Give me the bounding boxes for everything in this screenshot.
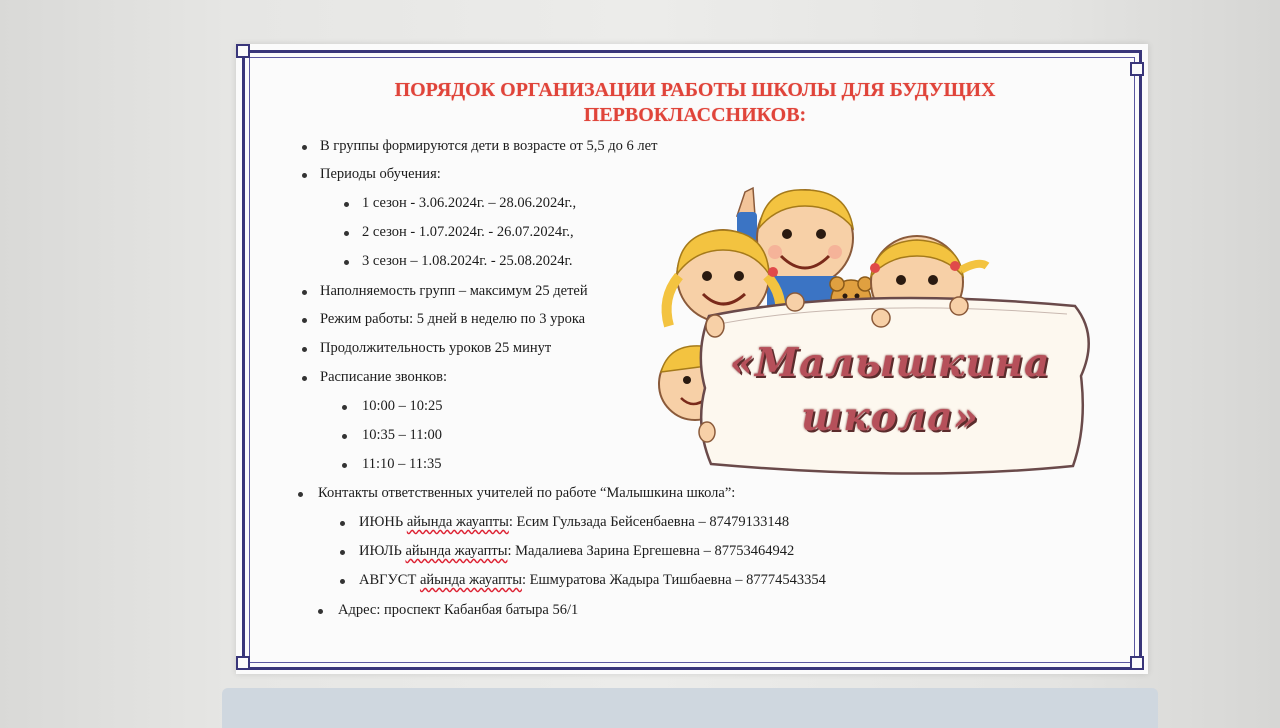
list-item-groups-age: В группы формируются дети в возрасте от 5,5 до 6 лет xyxy=(320,138,658,154)
list-item-bell-3: 11:10 – 11:35 xyxy=(362,456,442,472)
banner-title-line-2: школа» xyxy=(801,394,979,440)
frame-corner xyxy=(236,44,250,58)
list-item-periods: Периоды обучения: xyxy=(320,166,441,182)
bullet xyxy=(344,231,349,236)
bullet xyxy=(302,145,307,150)
list-item-bells: Расписание звонков: xyxy=(320,369,448,385)
list-item-capacity: Наполняемость групп – максимум 25 детей xyxy=(320,283,588,299)
bullet xyxy=(342,434,347,439)
bullet xyxy=(344,260,349,265)
contact-july: ИЮЛЬ айында жауапты: Мадалиева Зарина Ергешевна – 87753464942 xyxy=(359,543,795,559)
contact-august: АВГУСТ айында жауапты: Ешмуратова Жадыра Тишбаевна – 87774543354 xyxy=(359,572,826,588)
frame-corner xyxy=(1130,62,1144,76)
list-item-contacts: Контакты ответственных учителей по работе “Малышкина школа”: xyxy=(318,485,736,501)
document-title xyxy=(300,78,1090,128)
bullet xyxy=(340,550,345,555)
list-item-period-1: 1 сезон - 3.06.2024г. – 28.06.2024г., xyxy=(362,195,577,211)
bullet xyxy=(302,347,307,352)
bullet xyxy=(318,609,323,614)
list-item-period-2: 2 сезон - 1.07.2024г. - 26.07.2024г., xyxy=(362,224,574,240)
list-item-lesson-length: Продолжительность уроков 25 минут xyxy=(320,340,552,356)
list-item-work-mode: Режим работы: 5 дней в неделю по 3 урока xyxy=(320,311,586,327)
title-line-1: ПОРЯДОК ОРГАНИЗАЦИИ РАБОТЫ ШКОЛЫ ДЛЯ БУДУЩИХ xyxy=(394,79,996,101)
bullet xyxy=(302,318,307,323)
bullet xyxy=(340,521,345,526)
list-item-bell-1: 10:00 – 10:25 xyxy=(362,398,443,414)
frame-corner xyxy=(236,656,250,670)
list-item-bell-2: 10:35 – 11:00 xyxy=(362,427,443,443)
bullet xyxy=(302,290,307,295)
contact-june: ИЮНЬ айында жауапты: Есим Гульзада Бейсенбаевна – 87479133148 xyxy=(359,514,790,530)
bullet xyxy=(342,463,347,468)
next-page-edge xyxy=(222,688,1158,728)
banner-title-line-1: «Малышкина xyxy=(729,340,1051,386)
bullet xyxy=(298,492,303,497)
bullet xyxy=(344,202,349,207)
list-item-period-3: 3 сезон – 1.08.2024г. - 25.08.2024г. xyxy=(362,253,573,269)
list-item-address: Адрес: проспект Кабанбая батыра 56/1 xyxy=(338,602,579,618)
title-line-2: ПЕРВОКЛАССНИКОВ: xyxy=(583,104,807,126)
bullet xyxy=(302,173,307,178)
frame-corner xyxy=(1130,656,1144,670)
bullet xyxy=(340,579,345,584)
bullet xyxy=(342,405,347,410)
bullet xyxy=(302,376,307,381)
